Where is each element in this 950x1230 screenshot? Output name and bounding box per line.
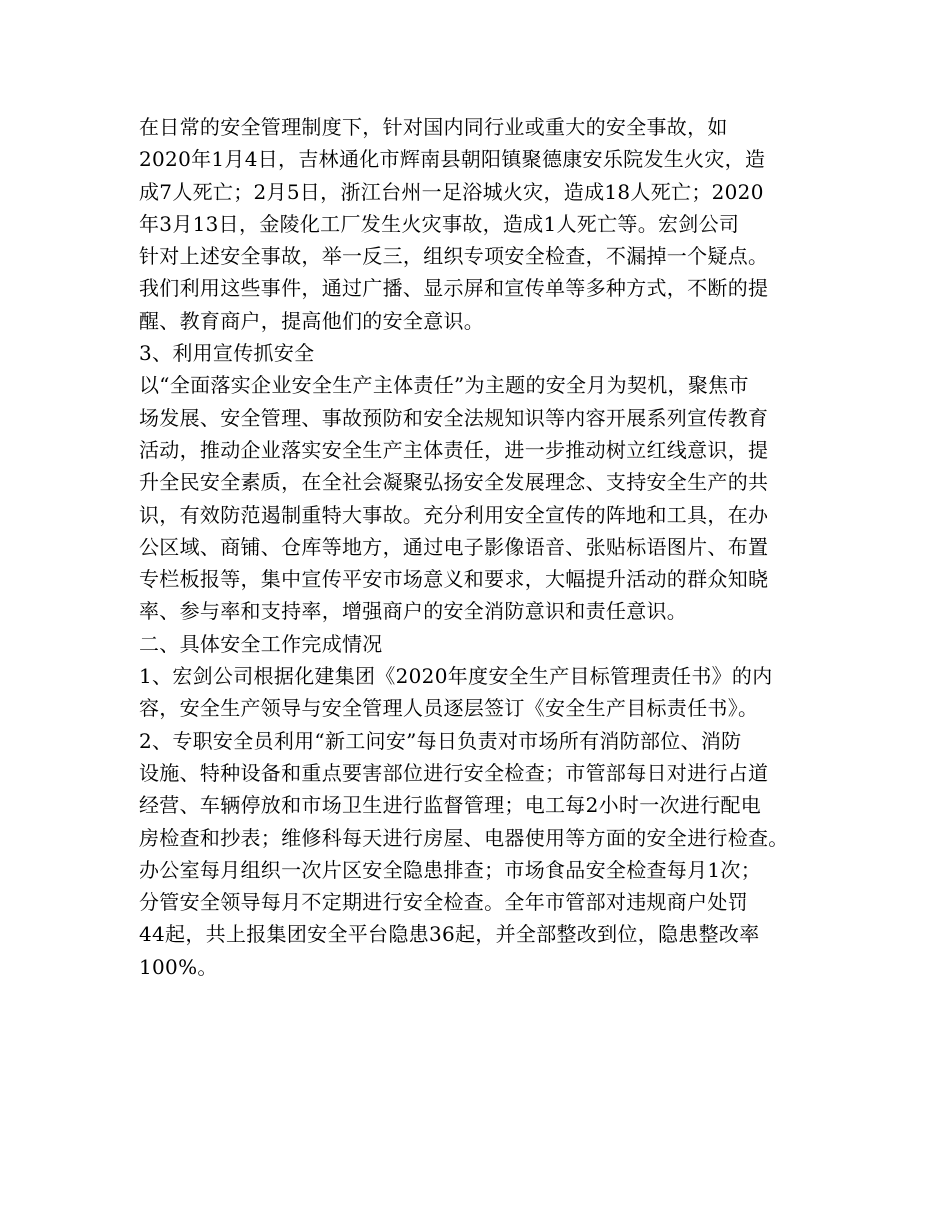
text-line: 44起，共上报集团安全平台隐患36起，并全部整改到位，隐患整改率 <box>139 922 760 947</box>
text-line: 2、专职安全员利用“新工问安”每日负责对市场所有消防部位、消防 <box>139 728 742 753</box>
text-line: 我们利用这些事件，通过广播、显示屏和宣传单等多种方式，不断的提 <box>139 276 769 301</box>
section-heading: 二、具体安全工作完成情况 <box>139 631 383 656</box>
text-line: 2020年1月4日，吉林通化市辉南县朝阳镇聚德康安乐院发生火灾，造 <box>139 147 766 172</box>
document-page <box>139 111 829 983</box>
text-line: 专栏板报等，集中宣传平安市场意义和要求，大幅提升活动的群众知晓 <box>139 567 769 592</box>
text-line: 容，安全生产领导与安全管理人员逐层签订《安全生产目标责任书》。 <box>139 696 759 721</box>
text-line: 识，有效防范遏制重特大事故。充分利用安全宣传的阵地和工具，在办 <box>139 502 769 527</box>
text-line: 房检查和抄表；维修科每天进行房屋、电器使用等方面的安全进行检查。 <box>139 825 789 850</box>
text-line: 100%。 <box>139 954 218 979</box>
text-line: 针对上述安全事故，举一反三，组织专项安全检查，不漏掉一个疑点。 <box>139 244 769 269</box>
text-line: 在日常的安全管理制度下，针对国内同行业或重大的安全事故，如 <box>139 115 728 139</box>
text-line: 经营、车辆停放和市场卫生进行监督管理；电工每2小时一次进行配电 <box>139 793 762 818</box>
text-line: 率、参与率和支持率，增强商户的安全消防意识和责任意识。 <box>139 599 688 624</box>
text-line: 以“全面落实企业安全生产主体责任”为主题的安全月为契机，聚焦市 <box>139 373 749 398</box>
text-line: 场发展、安全管理、事故预防和安全法规知识等内容开展系列宣传教育 <box>139 405 769 430</box>
text-line: 公区域、商铺、仓库等地方，通过电子影像语音、张贴标语图片、布置 <box>139 534 769 559</box>
text-line: 设施、特种设备和重点要害部位进行安全检查；市管部每日对进行占道 <box>139 760 769 785</box>
text-line: 醒、教育商户，提高他们的安全意识。 <box>139 308 485 333</box>
text-line: 活动，推动企业落实安全生产主体责任，进一步推动树立红线意识，提 <box>139 437 769 462</box>
text-line: 成7人死亡；2月5日，浙江台州一足浴城火灾，造成18人死亡；2020 <box>139 179 764 204</box>
text-line: 年3月13日，金陵化工厂发生火灾事故，造成1人死亡等。宏剑公司 <box>139 211 740 236</box>
text-line: 1、宏剑公司根据化建集团《2020年度安全生产目标管理责任书》的内 <box>139 664 773 689</box>
text-line: 分管安全领导每月不定期进行安全检查。全年市管部对违规商户处罚 <box>139 890 748 915</box>
section-heading: 3、利用宣传抓安全 <box>139 341 315 366</box>
text-line: 升全民安全素质，在全社会凝聚弘扬安全发展理念、支持安全生产的共 <box>139 470 769 495</box>
text-line: 办公室每月组织一次片区安全隐患排查；市场食品安全检查每月1次； <box>139 857 762 882</box>
